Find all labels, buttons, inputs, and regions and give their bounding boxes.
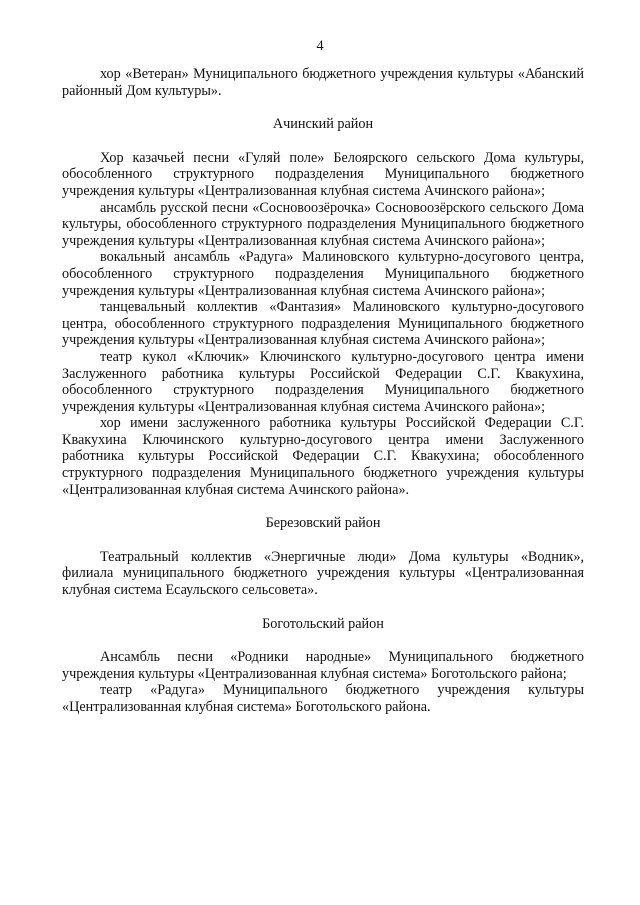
achinsky-paragraph: танцевальный коллектив «Фантазия» Малиновского культурно-досугового центра, обособленного структурного подразделения Муниципального бюджетного учреждения культуры «Централизованная клубная система Ачинского района»; xyxy=(62,299,584,349)
achinsky-paragraph: ансамбль русской песни «Сосновоозёрочка» Сосновоозёрского сельского Дома культуры, обособленного структурного подразделения Муниципального бюджетного учреждения культуры «Централизованная клубная система Ачинского района»; xyxy=(62,199,584,249)
bogotolsky-paragraph: Ансамбль песни «Родники народные» Муниципального бюджетного учреждения культуры «Централизованная клубная система» Боготольского района; xyxy=(62,649,584,682)
achinsky-paragraph: вокальный ансамбль «Радуга» Малиновского культурно-досугового центра, обособленного структурного подразделения Муниципального бюджетного учреждения культуры «Централизованная клубная система Ачинского района»; xyxy=(62,249,584,299)
berezovsky-paragraph: Театральный коллектив «Энергичные люди» Дома культуры «Водник», филиала муниципального бюджетного учреждения культуры «Централизованная клубная система Есаульского сельсовета». xyxy=(62,548,584,599)
page-number: 4 xyxy=(316,38,324,54)
document-body xyxy=(62,66,584,716)
achinsky-paragraph: театр кукол «Ключик» Ключинского культурно-досугового центра имени Заслуженного работника культуры Российской Федерации С.Г. Квакухина, обособленного структурного подразделения Муниципального бюджетного учреждения культуры «Централизованная клубная система Ачинского района»; xyxy=(62,348,584,415)
section-heading-berezovsky: Березовский район xyxy=(265,515,381,532)
intro-paragraph: хор «Ветеран» Муниципального бюджетного учреждения культуры «Абанский районный Дом культуры». xyxy=(62,66,584,99)
achinsky-paragraph: хор имени заслуженного работника культуры Российской Федерации С.Г. Квакухина Ключинского культурно-досугового центра имени Заслуженного работника культуры Российской Федерации С.Г. Квакухина; обособленного структурного подразделения Муниципального бюджетного учреждения культуры «Централизованная клубная система Ачинского района». xyxy=(62,415,584,498)
achinsky-paragraph: Хор казачьей песни «Гуляй поле» Белоярского сельского Дома культуры, обособленного структурного подразделения Муниципального бюджетного учреждения культуры «Централизованная клубная система Ачинского района»; xyxy=(62,149,584,199)
section-heading-achinsky: Ачинский район xyxy=(272,116,374,133)
bogotolsky-paragraph: театр «Радуга» Муниципального бюджетного учреждения культуры «Централизованная клубная система» Боготольского района. xyxy=(62,682,584,715)
section-heading-bogotolsky: Боготольский район xyxy=(262,615,384,632)
